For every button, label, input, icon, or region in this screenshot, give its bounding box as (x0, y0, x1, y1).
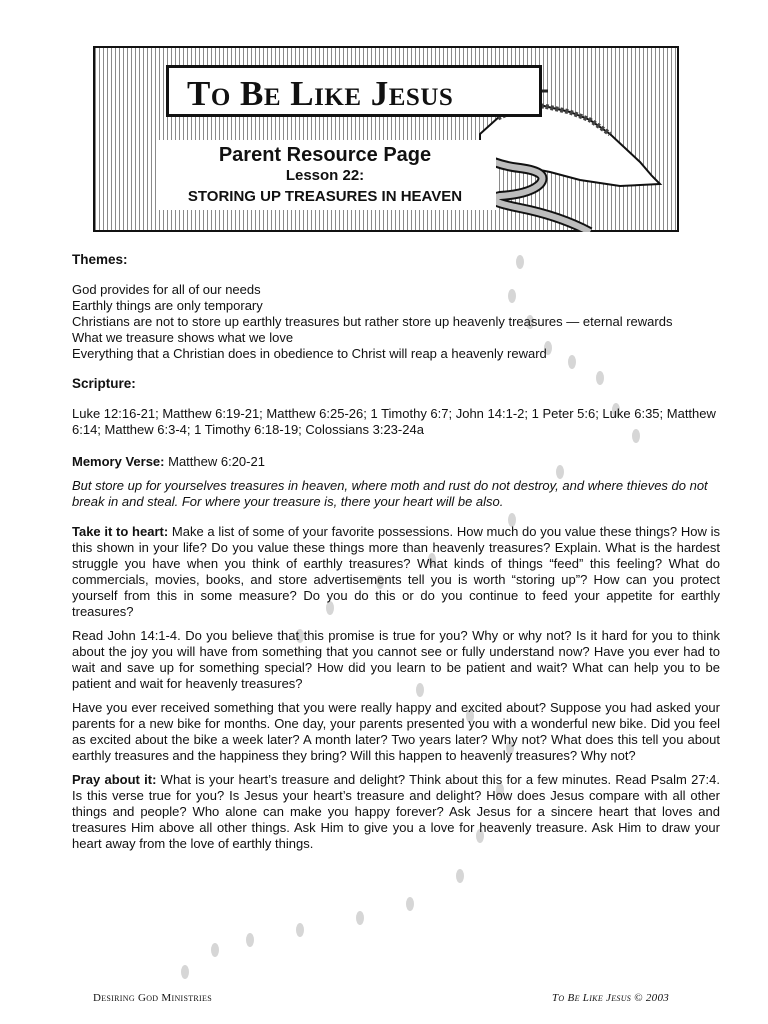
take-it-to-heart-paragraph: Read John 14:1-4. Do you believe that this promise is true for you? Why or why not? Is it hard for you to think about the joy you will have from something that you cannot see or fully understand now? Have you ever had to wait and save up for something special? How did you learn to be patient and wait? What can help you to be patient and wait for heavenly treasures? (72, 628, 720, 691)
theme-item: Christians are not to store up earthly treasures but rather store up heavenly treasures — eternal rewards (72, 314, 673, 329)
themes-heading: Themes: (72, 252, 128, 267)
body-content (72, 252, 720, 852)
take-it-to-heart-text: Make a list of some of your favorite possessions. How much do you value these things? How is this shown in your life? Do you value these things more than heavenly treasures? Explain. What is the hardest struggle you have when you think of earthly treasures? What kinds of things “feed” this feeling? What do commercials, movies, books, and store advertisements tell you is worth “storing up”? How can you protect yourself from this in some measure? Do you do this or do you continue to feed your appetite for earthly treasures? (72, 524, 720, 619)
pray-about-it-label: Pray about it: (72, 772, 157, 787)
memory-verse-heading: Memory Verse: (72, 454, 165, 469)
scripture-heading: Scripture: (72, 376, 136, 391)
memory-verse-reference: Matthew 6:20-21 (164, 454, 265, 469)
theme-item: What we treasure shows what we love (72, 330, 294, 345)
take-it-to-heart-paragraph: Have you ever received something that you were really happy and excited about? Suppose you had asked your parents for a new bike for months. One day, your parents presented you with a wonderful new bike. Did you feel as excited about the bike a week later? A month later? Two years later? Why not? What does this tell you about earthly treasures and the happiness they bring? Will this happen to heavenly treasures? Why not? (72, 700, 720, 763)
theme-item: Everything that a Christian does in obedience to Christ will reap a heavenly reward (72, 346, 547, 361)
scripture-references: Luke 12:16-21; Matthew 6:19-21; Matthew 6:25-26; 1 Timothy 6:7; John 14:1-2; 1 Peter 5:6; Luke 6:35; Matthew 6:14; Matthew 6:3-4; 1 Timothy 6:18-19; Colossians 3:23-24a (72, 406, 716, 437)
page-title: To Be Like Jesus (187, 74, 454, 113)
take-it-to-heart-paragraph (72, 524, 720, 620)
memory-verse-text: But store up for yourselves treasures in heaven, where moth and rust do not destroy, and where thieves do not break in and steal. For where your treasure is, there your heart will be also. (72, 478, 708, 509)
lesson-title: STORING UP TREASURES IN HEAVEN (187, 188, 463, 205)
footer-copyright: To Be Like Jesus © 2003 (552, 992, 670, 1004)
parent-resource-heading: Parent Resource Page (218, 144, 432, 166)
memory-verse-line (72, 454, 720, 470)
take-it-to-heart-label: Take it to heart: (72, 524, 169, 539)
theme-item: Earthly things are only temporary (72, 298, 263, 313)
theme-item: God provides for all of our needs (72, 282, 261, 297)
footer-ministry: Desiring God Ministries (93, 992, 212, 1004)
pray-about-it-paragraph (72, 772, 720, 852)
lesson-number: Lesson 22: (285, 167, 365, 184)
pray-about-it-text: What is your heart’s treasure and delight? Think about this for a few minutes. Read Psalm 27:4. Is this verse true for you? Is Jesus your heart’s treasure and delight? How does Jesus compare with all other things and people? Who alone can make you happy forever? Ask Jesus for a sincere heart that loves and treasures Him above all other things. Ask Him to give you a love for heavenly treasure. Ask Him to draw your heart away from the love of earthly things. (72, 772, 720, 851)
